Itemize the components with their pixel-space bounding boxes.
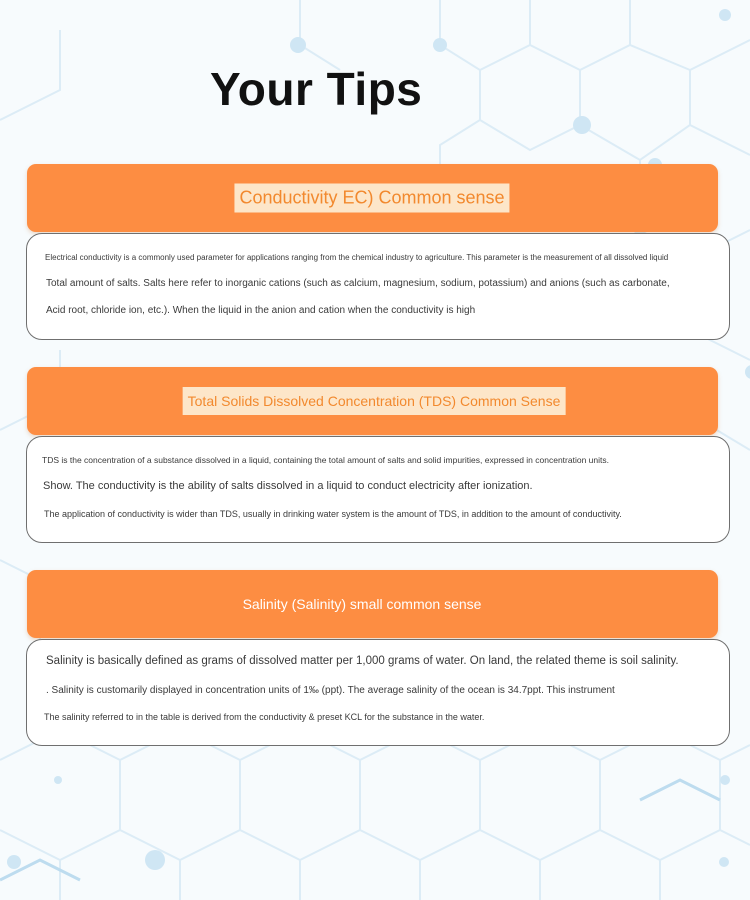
- body-line: Acid root, chloride ion, etc.). When the liquid in the anion and cation when the conductivity is high: [46, 305, 476, 316]
- body-line: Show. The conductivity is the ability of salts dissolved in a liquid to conduct electricity after ionization.: [43, 480, 533, 492]
- page-title: Your Tips: [210, 63, 423, 115]
- body-line: Total amount of salts. Salts here refer to inorganic cations (such as calcium, magnesium, sodium, potassium) and anions (such as carbonate,: [46, 278, 670, 289]
- body-line: Salinity is basically defined as grams of dissolved matter per 1,000 grams of water. On land, the related theme is soil salinity.: [46, 655, 679, 667]
- section-title: Total Solids Dissolved Concentration (TDS) Common Sense: [183, 387, 566, 415]
- section-title: Conductivity EC) Common sense: [234, 184, 509, 213]
- body-line: The salinity referred to in the table is derived from the conductivity & preset KCL for the substance in the water.: [44, 712, 485, 722]
- section-header: [27, 164, 718, 232]
- conductivity-section: [26, 164, 732, 340]
- body-line: TDS is the concentration of a substance dissolved in a liquid, containing the total amount of salts and solid impurities, expressed in concentration units.: [42, 455, 609, 465]
- body-line: . Salinity is customarily displayed in concentration units of 1‰ (ppt). The average salinity of the ocean is 34.7ppt. This instrument: [46, 685, 615, 696]
- section-header: [27, 367, 718, 435]
- section-title: Salinity (Salinity) small common sense: [242, 596, 482, 612]
- body-line: The application of conductivity is wider than TDS, usually in drinking water system is the amount of TDS, in addition to the amount of conductivity.: [44, 509, 622, 519]
- section-header: [27, 570, 718, 638]
- section-body: [26, 639, 730, 746]
- section-body: [26, 233, 730, 340]
- salinity-section: [26, 570, 732, 746]
- body-line: Electrical conductivity is a commonly used parameter for applications ranging from the chemical industry to agriculture. This parameter is the measurement of all dissolved liquid: [45, 253, 669, 262]
- tds-section: [26, 367, 732, 543]
- section-body: [26, 436, 730, 543]
